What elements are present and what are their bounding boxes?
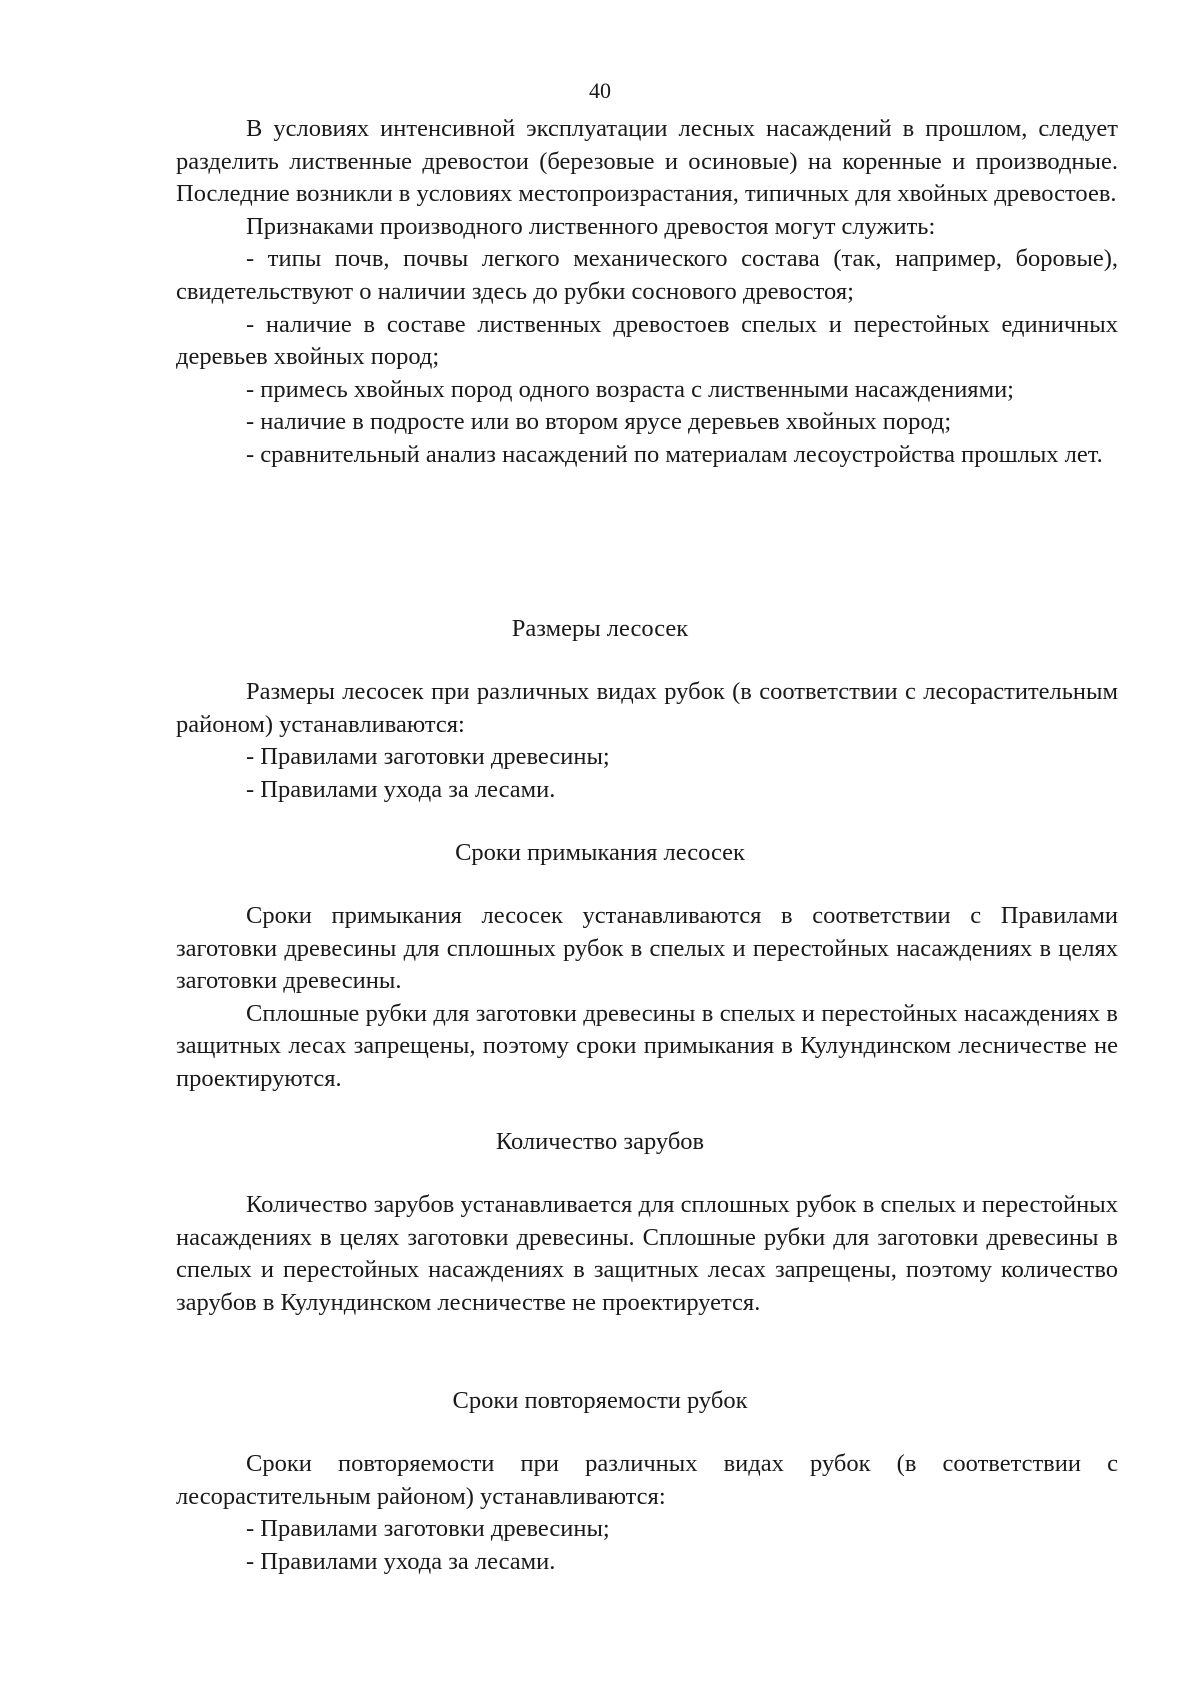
paragraph: Сроки примыкания лесосек устанавливаются в соответствии с Правилами заготовки древесины для сплошных рубок в спелых и перестойных насаждениях в целях заготовки древесины. bbox=[176, 902, 1118, 995]
intro-section bbox=[176, 113, 1118, 472]
list-item: - наличие в подросте или во втором ярусе деревьев хвойных пород; bbox=[246, 408, 952, 436]
paragraph: Количество зарубов устанавливается для сплошных рубок в спелых и перестойных насаждениях в целях заготовки древесины. Сплошные рубки для заготовки древесины в спелых и перестойных насаждениях в защитных лесах запрещены, поэтому количество зарубов в Кулундинском лесничестве не проектируется. bbox=[176, 1191, 1118, 1316]
list-item: - примесь хвойных пород одного возраста с лиственными насаждениями; bbox=[246, 375, 1014, 403]
repeat-section bbox=[176, 1448, 1118, 1578]
list-item: - Правилами ухода за лесами. bbox=[246, 1547, 556, 1575]
list-item: - Правилами заготовки древесины; bbox=[246, 1515, 610, 1543]
paragraph: Сплошные рубки для заготовки древесины в спелых и перестойных насаждениях в защитных лесах запрещены, поэтому сроки примыкания в Кулундинском лесничестве не проектируются. bbox=[176, 999, 1118, 1092]
page-number: 40 bbox=[589, 78, 611, 103]
list-item: - Правилами ухода за лесами. bbox=[246, 775, 556, 803]
cuts-section bbox=[176, 1189, 1118, 1319]
paragraph: В условиях интенсивной эксплуатации лесных насаждений в прошлом, следует разделить лиственные древостои (березовые и осиновые) на коренные и производные. Последние возникли в условиях местопроизрастания, типичных для хвойных древостоев. bbox=[176, 115, 1118, 208]
heading-sizes: Размеры лесосек bbox=[511, 615, 689, 642]
sizes-section bbox=[176, 676, 1118, 806]
list-item: - Правилами заготовки древесины; bbox=[246, 743, 610, 771]
list-item: - типы почв, почвы легкого механического состава (так, например, боровые), свидетельствуют о наличии здесь до рубки соснового древостоя; bbox=[176, 245, 1118, 305]
adjacency-section bbox=[176, 900, 1118, 1096]
heading-adjacency: Сроки примыкания лесосек bbox=[455, 839, 745, 866]
list-item: - наличие в составе лиственных древостоев спелых и перестойных единичных деревьев хвойных пород; bbox=[176, 310, 1118, 371]
paragraph: Сроки повторяемости при различных видах рубок (в соответствии с лесорастительным районом) устанавливаются: bbox=[176, 1450, 1118, 1510]
list-item: - сравнительный анализ насаждений по материалам лесоустройства прошлых лет. bbox=[246, 440, 1103, 468]
paragraph: Признаками производного лиственного древостоя могут служить: bbox=[246, 212, 936, 240]
paragraph: Размеры лесосек при различных видах рубок (в соответствии с лесорастительным районом) устанавливаются: bbox=[176, 678, 1118, 738]
heading-cuts: Количество зарубов bbox=[495, 1128, 705, 1155]
heading-repeat: Сроки повторяемости рубок bbox=[452, 1387, 748, 1414]
